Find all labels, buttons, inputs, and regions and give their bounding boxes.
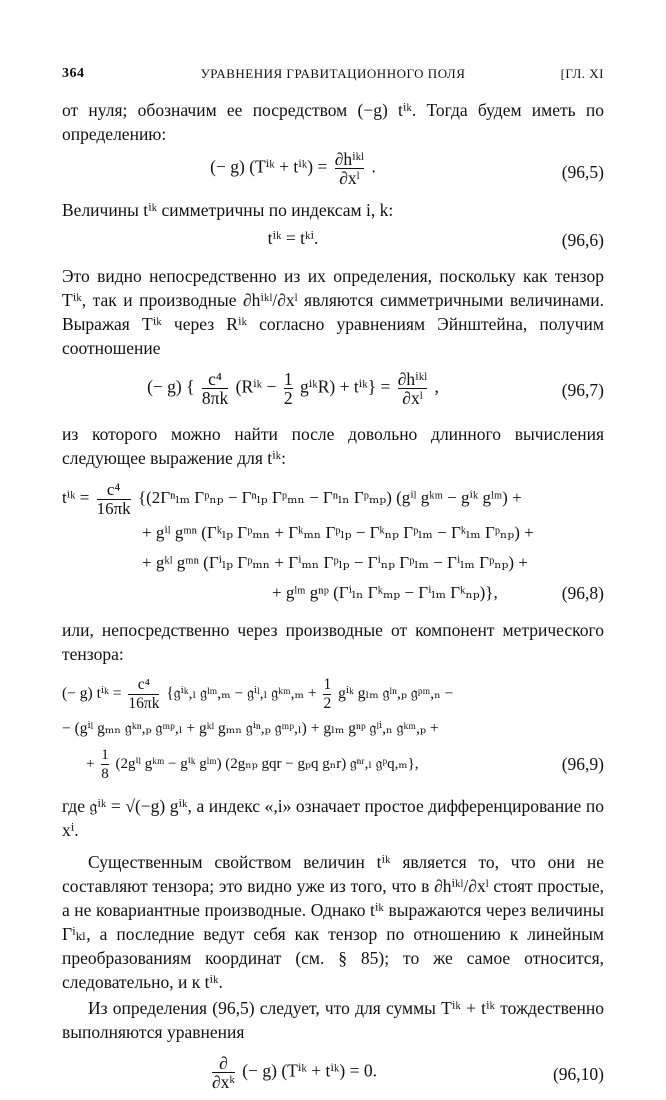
eq969-line1b-text: gⁱᵏ gₗₘ 𝔤ˡⁿ,ₚ 𝔤ᵖᵐ,ₙ − — [338, 685, 454, 702]
eq969-label: (96,9) — [561, 754, 604, 774]
eq969-c-den: 16πk — [128, 694, 160, 712]
eq968-line-2 — [62, 518, 604, 548]
eq967-pre: (− g) { — [147, 376, 195, 397]
eq969-lead: (− g) tⁱᵏ = — [62, 685, 122, 702]
eq965-numerator: ∂hⁱᵏˡ — [334, 149, 365, 169]
eq967-mid: (Rⁱᵏ − — [235, 376, 277, 397]
eq968-line3-text: + gᵏˡ gᵐⁿ (Γⁱₗₚ Γᵖₘₙ + Γⁱₘₙ Γᵖₗₚ − Γⁱₙₚ Γᵖₗₘ − Γⁱₗₘ Γᵖₙₚ) + — [142, 553, 528, 572]
eq967-c-den: 8πk — [201, 388, 229, 408]
eq969-h-num: 1 — [323, 675, 332, 693]
equation-96-8 — [62, 478, 604, 608]
eq965-tail: . — [371, 156, 376, 177]
eq965-denominator: ∂xˡ — [335, 168, 364, 187]
eq969-line-1 — [62, 674, 604, 714]
eq965-lhs: (− g) (Tⁱᵏ + tⁱᵏ) = — [210, 156, 328, 177]
eq969-half-fraction — [323, 676, 331, 713]
eq965-fraction — [335, 150, 364, 187]
equation-96-7 — [62, 364, 604, 416]
chapter-marker: [ГЛ. XI — [560, 66, 604, 81]
eq967-tail: , — [434, 376, 439, 397]
eq967-c-fraction — [202, 370, 228, 407]
eq968-lead: tⁱᵏ = — [62, 488, 90, 507]
eq967-c-num: c⁴ — [208, 369, 223, 389]
equation-96-9 — [62, 674, 604, 784]
eq967-h-den: 2 — [283, 388, 293, 408]
eq967-h-num: 1 — [283, 369, 293, 389]
eq968-line-1 — [62, 478, 604, 518]
eq968-line1-text: {(2Γⁿₗₘ Γᵖₙₚ − Γⁿₗₚ Γᵖₘₙ − Γⁿₗₙ Γᵖₘₚ) (gⁱˡ gᵏᵐ − gⁱᵏ gˡᵐ) + — [137, 488, 522, 507]
eq969-line1-text: {𝔤ⁱᵏ,ₗ 𝔤ˡᵐ,ₘ − 𝔤ⁱˡ,ₗ 𝔤ᵏᵐ,ₘ + — [166, 685, 317, 702]
eq967-r-den: ∂xˡ — [398, 388, 427, 407]
paragraph-3: Это видно непосредственно из их определения, поскольку как тензор Tⁱᵏ, так и производные ∂hⁱᵏˡ/∂xˡ являются симметричными величинами. Выражая Tⁱᵏ через Rⁱᵏ согласно уравнениям Эйнштейна, получим соотношение — [62, 266, 604, 358]
paragraph-6: где 𝔤ⁱᵏ = √(−g) gⁱᵏ, а индекс «,i» означает простое дифференцирование по xⁱ. — [62, 796, 604, 840]
eq967-r-fraction — [398, 370, 427, 407]
eq9610-label: (96,10) — [552, 1064, 604, 1084]
eq968-label: (96,8) — [561, 583, 604, 603]
equation-96-6 — [62, 226, 604, 256]
paragraph-5: или, непосредственно через производные от компонент метрического тензора: — [62, 620, 604, 664]
eq969-e-den: 8 — [101, 766, 109, 783]
paragraph-8: Из определения (96,5) следует, что для суммы Tⁱᵏ + tⁱᵏ тождественно выполняются уравнения — [62, 998, 604, 1042]
page-number: 364 — [62, 66, 85, 81]
eq969-line-3: + $\frac{1}{8}$ (2gⁱˡ gᵏᵐ − gⁱᵏ gˡᵐ) (2gₙₚ gqr − gₚq gₙr) 𝔤ⁿʳ,ₗ 𝔤ᵖq,ₘ}, (96,9) — [62, 744, 604, 784]
eq969-c-num: c⁴ — [137, 675, 151, 693]
eq969-e-num: 1 — [101, 747, 109, 764]
eq9610-rest: (− g) (Tⁱᵏ + tⁱᵏ) = 0. — [242, 1060, 377, 1081]
eq968-line4-text: + gˡᵐ gⁿᵖ (Γⁱₗₙ Γᵏₘₚ − Γⁱₗₘ Γᵏₙₚ)}, — [272, 583, 498, 602]
equation-96-10 — [62, 1048, 604, 1100]
eq9610-fraction — [212, 1054, 235, 1091]
running-title: УРАВНЕНИЯ ГРАВИТАЦИОННОГО ПОЛЯ — [200, 66, 466, 81]
eq9610-num: ∂ — [219, 1053, 228, 1073]
eq967-half-fraction — [284, 370, 293, 407]
running-header — [62, 62, 604, 86]
eq966-label: (96,6) — [561, 230, 604, 250]
eq968-c-den: 16πk — [96, 498, 131, 518]
paragraph-7: Существенным свойством величин tⁱᵏ является то, что они не составляют тензора; это видно уже из того, что в ∂hⁱᵏˡ/∂xˡ стоят простые, а не ковариантные производные. Однако tⁱᵏ выражаются через величины Γⁱₖₗ, а последние ведут себя как тензор по отношению к линейным преобразованиям координат (см. § 85); то же самое относится, следовательно, и к tⁱᵏ. — [62, 852, 604, 992]
eq969-h-den: 2 — [323, 694, 332, 712]
eq968-line-4 — [62, 578, 604, 608]
equation-96-5 — [62, 150, 604, 192]
eq968-line-3 — [62, 548, 604, 578]
eq968-c-num: c⁴ — [106, 479, 121, 499]
eq9610-den: ∂xᵏ — [212, 1072, 235, 1092]
eq969-line3-text: (2gⁱˡ gᵏᵐ − gⁱᵏ gˡᵐ) (2gₙₚ gqr − gₚq gₙr) 𝔤ⁿʳ,ₗ 𝔤ᵖq,ₘ}, — [115, 756, 419, 772]
eq965-label: (96,5) — [561, 162, 604, 182]
paragraph-2: Величины tⁱᵏ симметричны по индексам i, k: — [62, 200, 394, 220]
eq968-line2-text: + gⁱˡ gᵐⁿ (Γᵏₗₚ Γᵖₘₙ + Γᵏₘₙ Γᵖₗₚ − Γᵏₙₚ Γᵖₗₘ − Γᵏₗₘ Γᵖₙₚ) + — [142, 523, 534, 542]
eq966-body: tⁱᵏ = tᵏⁱ. — [267, 228, 319, 248]
eq969-line2-text: − (gⁱˡ gₘₙ 𝔤ᵏⁿ,ₚ 𝔤ᵐᵖ,ₗ + gᵏˡ gₘₙ 𝔤ⁱⁿ,ₚ 𝔤ᵐᵖ,ₗ) + gₗₘ gⁿᵖ 𝔤ˡⁱ,ₙ 𝔤ᵏᵐ,ₚ + — [62, 720, 439, 737]
paragraph-4: из которого можно найти после довольно длинного вычисления следующее выражение для tⁱᵏ: — [62, 424, 604, 468]
eq969-eighth-fraction — [101, 746, 109, 783]
eq967-r-num: ∂hⁱᵏˡ — [397, 369, 428, 389]
eq968-c-fraction — [97, 481, 131, 518]
eq967-label: (96,7) — [561, 380, 604, 400]
paragraph-1: от нуля; обозначим ее посредством (−g) tⁱᵏ. Тогда будем иметь по определению: — [62, 100, 604, 144]
eq969-line-2 — [62, 714, 604, 744]
eq967-mid2: gⁱᵏR) + tⁱᵏ} = — [299, 376, 391, 397]
eq969-c-fraction — [128, 676, 159, 713]
